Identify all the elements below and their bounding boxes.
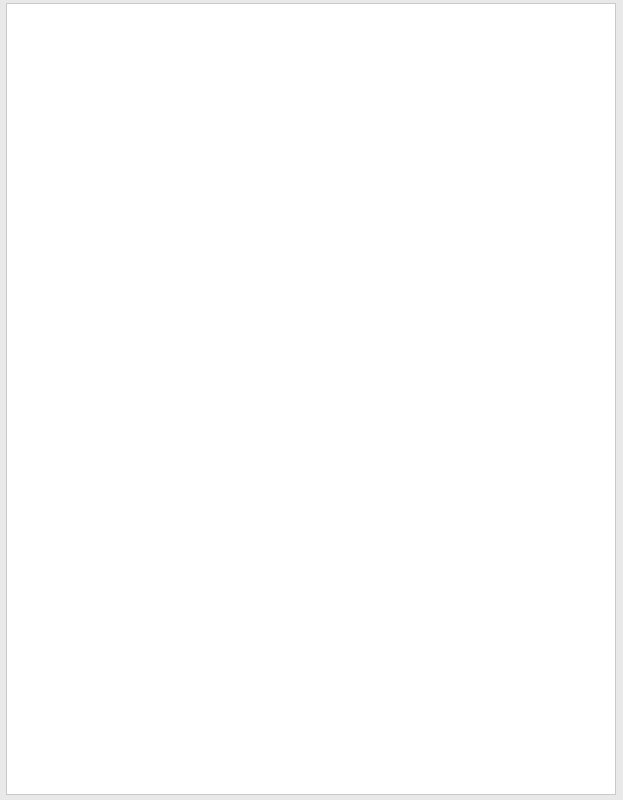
section-spacer — [78, 84, 548, 136]
document-page — [6, 3, 616, 795]
menu-content — [78, 76, 548, 144]
